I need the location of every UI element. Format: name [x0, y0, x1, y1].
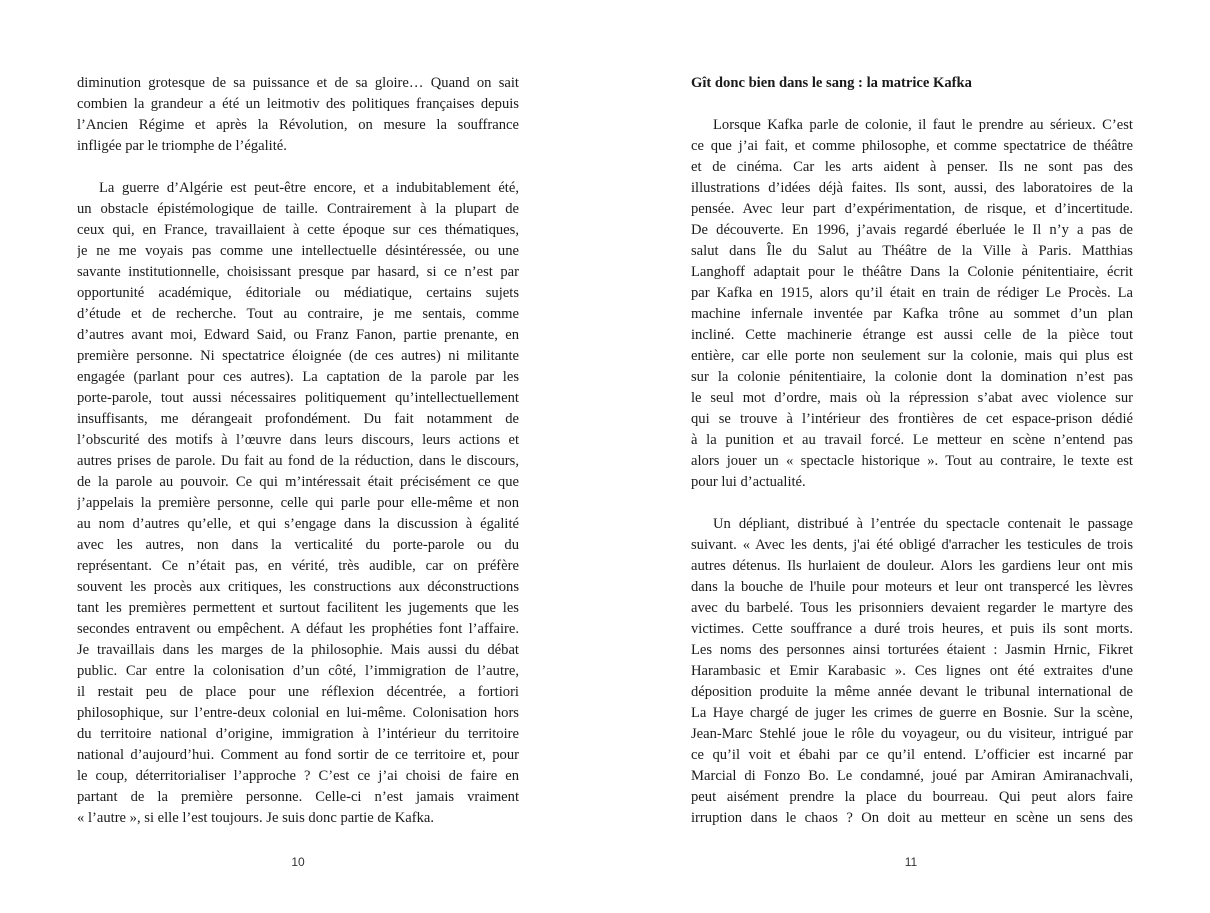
- text-line: insuffisants, me dérangeait profondément. Du fait notamment de: [77, 411, 519, 427]
- paragraph: [77, 178, 519, 829]
- text-line: infligée par le triomphe de l’égalité.: [77, 138, 287, 154]
- text-line: et de cinéma. Car les arts aident à penser. Ils ne sont pas des: [691, 159, 1133, 175]
- paragraph: [691, 514, 1133, 829]
- right-page-text: [691, 73, 1133, 829]
- text-line: sur la colonie pénitentiaire, la colonie dont la domination n’est pas: [691, 369, 1133, 385]
- text-line: Les noms des personnes ainsi torturées étaient : Jasmin Hrnic, Fikret: [691, 642, 1133, 658]
- text-line: diminution grotesque de sa puissance et de sa gloire… Quand on sait: [77, 75, 519, 91]
- text-line: savante institutionnelle, choisissant presque par hasard, si ce n’est par: [77, 264, 519, 280]
- left-page-text: [77, 73, 519, 829]
- text-line: Jean-Marc Stehlé joue le rôle du voyageur, ou du visiteur, intrigué par: [691, 726, 1133, 742]
- text-line: d’étude et de recherche. Tout au contraire, je me sentais, comme: [77, 306, 519, 322]
- text-line: incliné. Cette machinerie étrange est aussi celle de la pièce tout: [691, 327, 1133, 343]
- text-line: entière, car elle porte non seulement sur la colonie, mais qui plus est: [691, 348, 1133, 364]
- text-line: pour lui d’actualité.: [691, 474, 806, 490]
- text-line: tant les premières permettent et surtout facilitent les jugements que les: [77, 600, 519, 616]
- text-line: De découverte. En 1996, j’avais regardé éberluée le Il n’y a pas de: [691, 222, 1133, 238]
- text-line: ce que j’ai fait, et comme philosophe, et comme spectatrice de théâtre: [691, 138, 1133, 154]
- text-line: première personne. Ni spectatrice éloignée (de ces autres) ni militante: [77, 348, 519, 364]
- text-line: dans la bouche de l'huile pour moteurs et leur ont transpercé les lèvres: [691, 579, 1133, 595]
- text-line: national d’aujourd’hui. Comment au fond sortir de ce territoire et, pour: [77, 747, 519, 763]
- text-line: opportunité académique, éditoriale ou médiatique, certains sujets: [77, 285, 519, 301]
- text-line: ce qu’il voit et ébahi par ce qu’il entend. L’officier est incarné par: [691, 747, 1133, 763]
- section-heading: Gît donc bien dans le sang : la matrice Kafka: [691, 75, 972, 91]
- text-line: Marcial di Fonzo Bo. Le condamné, joué par Amiran Amiranachvali,: [691, 768, 1133, 784]
- text-line: déposition produite la même année devant le tribunal international de: [691, 684, 1133, 700]
- text-line: irruption dans le chaos ? On doit au metteur en scène un sens des: [691, 810, 1133, 826]
- text-line: il restait peu de place pour une réflexion décentrée, a fortiori: [77, 684, 519, 700]
- text-line: partant de la première personne. Celle-ci n’est jamais vraiment: [77, 789, 519, 805]
- text-line: avec du barbelé. Tous les prisonniers devaient regarder le martyre des: [691, 600, 1133, 616]
- text-line: La guerre d’Algérie est peut-être encore, et a indubitablement été,: [99, 180, 519, 196]
- text-line: qui se trouve à l’intérieur des frontières de cet espace-prison dédié: [691, 411, 1133, 427]
- text-line: « l’autre », si elle l’est toujours. Je suis donc partie de Kafka.: [77, 810, 435, 826]
- text-line: La Haye chargé de juger les crimes de guerre en Bosnie. Sur la scène,: [691, 705, 1133, 721]
- text-line: pensée. Avec leur part d’expérimentation, de risque, et d’incertitude.: [691, 201, 1133, 217]
- text-line: peut aisément prendre la place du bourreau. Qui peut alors faire: [691, 789, 1133, 805]
- text-line: Lorsque Kafka parle de colonie, il faut le prendre au sérieux. C’est: [713, 117, 1133, 133]
- text-line: salut dans Île du Salut au Théâtre de la Ville à Paris. Matthias: [691, 243, 1133, 259]
- text-line: porte-parole, tout aussi nécessaires politiquement qu’intellectuellement: [77, 390, 519, 406]
- text-line: un obstacle épistémologique de taille. Contrairement à la plupart de: [77, 201, 519, 217]
- right-page: [605, 0, 1210, 913]
- text-line: alors jouer un « spectacle historique ». Tout au contraire, le texte est: [691, 453, 1133, 469]
- text-line: souvent les procès aux critiques, les constructions aux déconstructions: [77, 579, 519, 595]
- text-line: combien la grandeur a été un leitmotiv des politiques françaises depuis: [77, 96, 519, 112]
- text-line: j’appelais la première personne, celle qui parle pour elle-même et non: [77, 495, 519, 511]
- text-line: ceux qui, en France, travaillaient à cette époque sur ces thématiques,: [77, 222, 519, 238]
- text-line: autres prises de parole. Du fait au fond de la réduction, dans le discours,: [77, 453, 519, 469]
- text-line: illustrations d’idées déjà faites. Ils sont, aussi, des laboratoires de la: [691, 180, 1133, 196]
- text-line: public. Car entre la colonisation d’un côté, l’immigration de l’autre,: [77, 663, 519, 679]
- text-line: Harambasic et Emir Karabasic ». Ces lignes ont été extraites d'une: [691, 663, 1133, 679]
- text-line: engagée (parlant pour ces autres). La captation de la parole par les: [77, 369, 519, 385]
- text-line: d’autres avant moi, Edward Said, ou Franz Fanon, partie prenante, en: [77, 327, 519, 343]
- paragraph: [77, 73, 519, 157]
- text-line: autres détenus. Ils hurlaient de douleur. Alors les gardiens leur ont mis: [691, 558, 1133, 574]
- page-number: 10: [291, 855, 305, 869]
- text-line: du territoire national d’origine, immigration à l’intérieur du territoire: [77, 726, 519, 742]
- text-line: à la punition et au travail forcé. Le metteur en scène n’entend pas: [691, 432, 1133, 448]
- paragraph: [691, 115, 1133, 493]
- text-line: Je travaillais dans les marges de la philosophie. Mais aussi du débat: [77, 642, 519, 658]
- page-number: 11: [904, 855, 918, 869]
- text-line: représentant. Ce n’était pas, en vérité, très audible, car on préfère: [77, 558, 519, 574]
- text-line: l’obscurité des motifs à l’œuvre dans leurs discours, leurs actions et: [77, 432, 519, 448]
- text-line: le coup, déterritorialiser l’approche ? C’est ce j’ai choisi de faire en: [77, 768, 519, 784]
- text-line: secondes entravent ou empêchent. A défaut les prophéties font l’affaire.: [77, 621, 519, 637]
- text-line: philosophique, sur l’entre-deux colonial en lui-même. Colonisation hors: [77, 705, 519, 721]
- text-line: par Kafka en 1915, alors qu’il était en train de rédiger Le Procès. La: [691, 285, 1133, 301]
- text-line: de la parole au pouvoir. Ce qui m’intéressait était précisément ce que: [77, 474, 519, 490]
- text-line: victimes. Cette souffrance a duré trois heures, et puis ils sont morts.: [691, 621, 1133, 637]
- text-line: avec les autres, non dans la verticalité du porte-parole ou du: [77, 537, 519, 553]
- text-line: le seul mot d’ordre, mais où la répression s’abat avec violence sur: [691, 390, 1133, 406]
- text-line: Langhoff adaptait pour le théâtre Dans la Colonie pénitentiaire, écrit: [691, 264, 1133, 280]
- text-line: l’Ancien Régime et après la Révolution, on mesure la souffrance: [77, 117, 519, 133]
- text-line: je ne me voyais pas comme une intellectuelle désintéressée, ou une: [77, 243, 519, 259]
- text-line: suivant. « Avec les dents, j'ai été obligé d'arracher les testicules de trois: [691, 537, 1133, 553]
- text-line: machine infernale inventée par Kafka trône au sommet d’un plan: [691, 306, 1133, 322]
- text-line: Un dépliant, distribué à l’entrée du spectacle contenait le passage: [713, 516, 1133, 532]
- text-line: au nom d’autres qu’elle, et qui s’engage dans la discussion à égalité: [77, 516, 519, 532]
